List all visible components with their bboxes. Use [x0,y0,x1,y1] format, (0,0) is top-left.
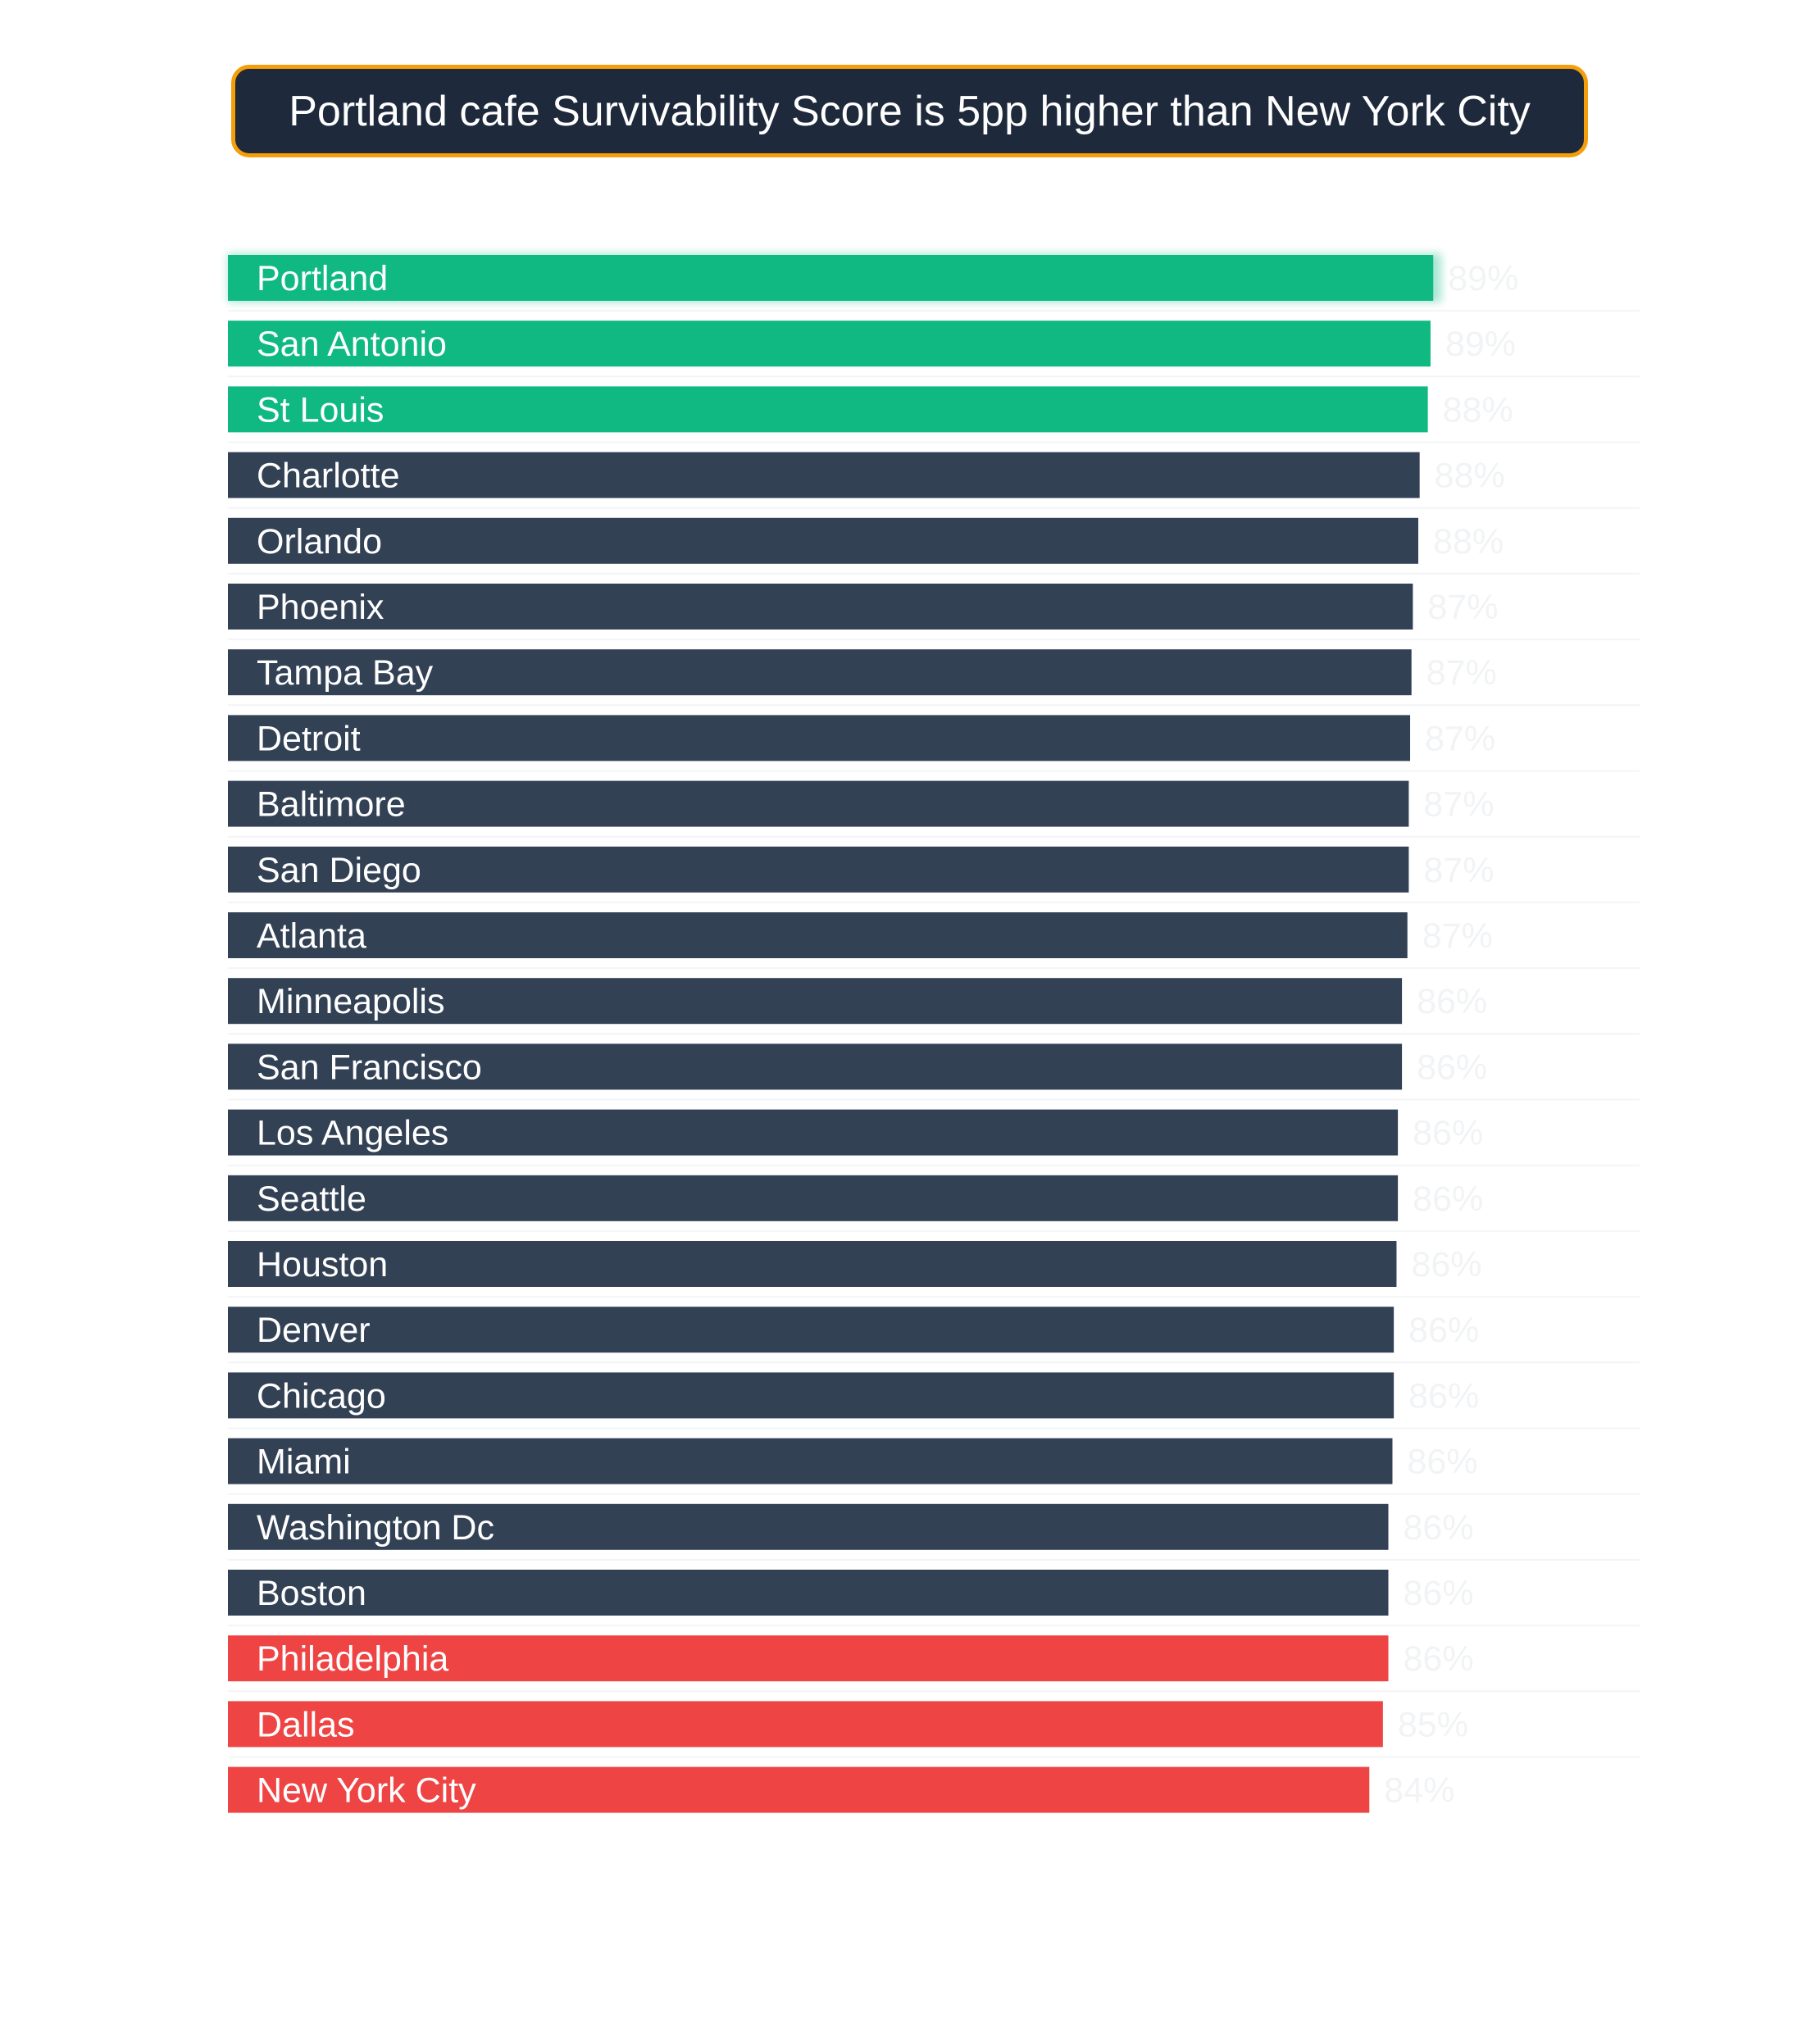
bar-st-louis [228,386,1428,432]
category-label: Washington Dc [257,1507,494,1548]
value-label: 86% [1403,1507,1474,1548]
category-label: Portland [257,259,389,298]
bar-boston [228,1570,1388,1616]
value-label: 86% [1417,982,1488,1022]
value-label: 88% [1434,456,1505,496]
bar-miami [228,1439,1392,1484]
category-label: Philadelphia [257,1639,449,1680]
value-label: 87% [1425,719,1496,759]
value-label: 87% [1422,916,1493,956]
category-label: Tampa Bay [257,653,434,693]
category-label: San Antonio [257,325,447,365]
category-label: Orlando [257,521,382,561]
bar-dallas [228,1701,1383,1747]
value-label: 88% [1433,521,1504,561]
category-label: Atlanta [257,916,366,956]
category-label: San Francisco [257,1048,482,1088]
bar-portland [228,255,1433,301]
value-label: 86% [1411,1245,1482,1284]
value-label: 86% [1417,1048,1488,1088]
value-label: 87% [1423,850,1495,890]
value-label: 87% [1423,784,1495,825]
value-label: 88% [1442,390,1513,430]
category-label: Charlotte [257,456,400,496]
category-label: St Louis [257,390,384,430]
value-label: 86% [1407,1442,1478,1482]
value-label: 84% [1384,1771,1455,1811]
category-label: Seattle [257,1179,366,1219]
value-label: 86% [1403,1639,1474,1680]
value-label: 89% [1445,325,1517,365]
bar-orlando [228,518,1418,564]
category-label: Chicago [257,1376,386,1416]
bar-detroit [228,715,1410,761]
value-label: 86% [1413,1179,1484,1219]
value-label: 87% [1427,588,1499,627]
value-label: 86% [1408,1376,1480,1416]
bar-charlotte [228,452,1420,498]
category-label: Dallas [257,1705,355,1745]
category-label: Boston [257,1574,366,1613]
bar-seattle [228,1175,1398,1221]
bar-chicago [228,1372,1394,1418]
category-label: Denver [257,1311,371,1351]
value-label: 86% [1403,1574,1474,1613]
category-label: Phoenix [257,588,384,627]
category-label: Houston [257,1245,389,1284]
bar-atlanta [228,912,1408,958]
bar-phoenix [228,584,1413,630]
value-label: 89% [1448,259,1519,298]
category-label: Minneapolis [257,982,445,1022]
category-label: Detroit [257,719,361,759]
category-label: Los Angeles [257,1113,449,1153]
chart-title: Portland cafe Survivability Score is 5pp higher than New York City [231,65,1588,157]
category-label: New York City [257,1771,476,1811]
bar-houston [228,1241,1396,1287]
category-label: Baltimore [257,784,406,825]
category-label: San Diego [257,850,421,890]
bar-denver [228,1307,1394,1352]
value-label: 86% [1413,1113,1484,1153]
value-label: 85% [1397,1705,1468,1745]
category-label: Miami [257,1442,351,1482]
value-label: 86% [1408,1311,1480,1351]
value-label: 87% [1426,653,1497,693]
